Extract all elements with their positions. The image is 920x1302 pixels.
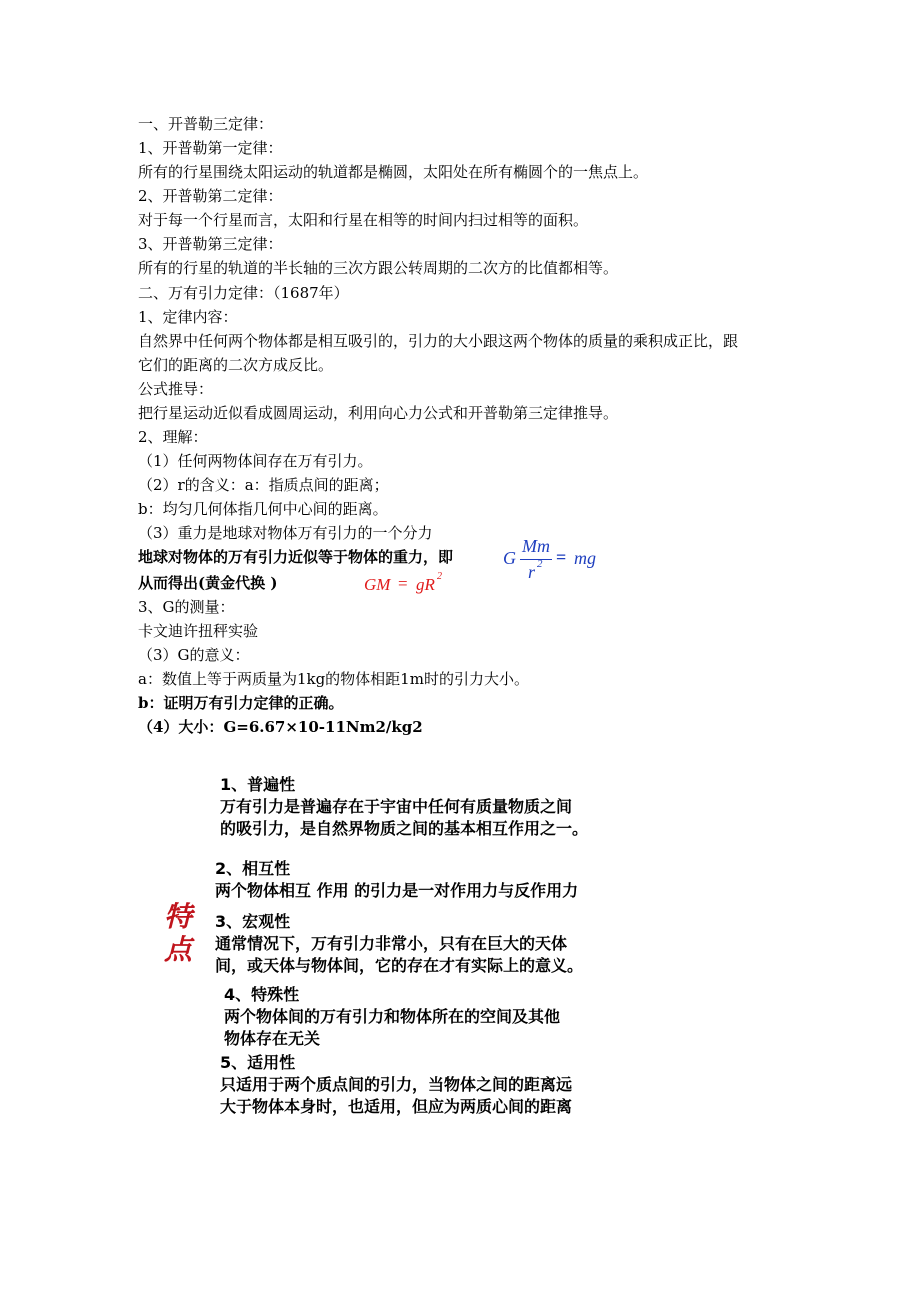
feature-3-body-2: 间，或天体与物体间，它的存在才有实际上的意义。 <box>215 956 584 975</box>
formula2-equals: = <box>398 574 408 593</box>
law-content-text-1: 自然界中任何两个物体都是相互吸引的，引力的大小跟这两个物体的质量的乘积成正比，跟 <box>138 332 739 350</box>
fraction-bar <box>520 559 552 560</box>
g-meaning-a: a：数值上等于两质量为1kg的物体相距1m时的引力大小。 <box>138 670 529 688</box>
g-meaning-title: （3）G的意义： <box>138 646 250 664</box>
formula-rhs: mg <box>574 548 596 568</box>
feature-3-title: 3、宏观性 <box>215 912 291 931</box>
formula2-lhs: GM <box>364 575 391 594</box>
kepler-first-law-title: 1、开普勒第一定律： <box>138 139 283 157</box>
understanding-item-1: （1）任何两物体间存在万有引力。 <box>138 452 373 470</box>
formula2-rhs: gR <box>416 575 435 594</box>
understanding-title: 2、理解： <box>138 428 208 446</box>
feature-4-title: 4、特殊性 <box>224 985 300 1004</box>
heading-kepler-laws: 一、开普勒三定律： <box>138 115 274 133</box>
formula-denominator: r <box>528 562 536 582</box>
feature-1-body-1: 万有引力是普遍存在于宇宙中任何有质量物质之间 <box>220 797 573 816</box>
g-measurement-title: 3、G的测量： <box>138 598 235 616</box>
kepler-second-law-text: 对于每一个行星而言，太阳和行星在相等的时间内扫过相等的面积。 <box>138 211 589 229</box>
formula-g: G <box>503 548 516 568</box>
feature-3-body-1: 通常情况下，万有引力非常小，只有在巨大的天体 <box>215 934 568 953</box>
formula-denominator-exponent: 2 <box>537 558 543 570</box>
formula2-exponent: 2 <box>437 571 442 582</box>
feature-2-body-1: 两个物体相互 作用 的引力是一对作用力与反作用力 <box>215 881 579 900</box>
derivation-text: 把行星运动近似看成圆周运动，利用向心力公式和开普勒第三定律推导。 <box>138 404 619 422</box>
feature-2-title: 2、相互性 <box>215 859 291 878</box>
feature-5-body-1: 只适用于两个质点间的引力，当物体之间的距离远 <box>220 1075 573 1094</box>
kepler-first-law-text: 所有的行星围绕太阳运动的轨道都是椭圆，太阳处在所有椭圆个的一焦点上。 <box>138 163 649 181</box>
feature-5-body-2: 大于物体本身时，也适用，但应为两质心间的距离 <box>220 1097 573 1116</box>
formula-equals: = <box>556 547 567 567</box>
understanding-item-3: （3）重力是地球对物体万有引力的一个分力 <box>138 524 433 542</box>
feature-1-body-2: 的吸引力，是自然界物质之间的基本相互作用之一。 <box>220 819 589 838</box>
feature-4-body-2: 物体存在无关 <box>224 1029 321 1048</box>
gravity-approx-text: 地球对物体的万有引力近似等于物体的重力，即 <box>138 548 454 566</box>
golden-substitution-text: 从而得出(黄金代换 ) <box>138 574 278 592</box>
cavendish-experiment: 卡文迪许扭秤实验 <box>138 622 259 640</box>
svg-text:特: 特 <box>163 900 193 933</box>
heading-gravitation-law: 二、万有引力定律：（1687年） <box>138 284 349 302</box>
seal-graphic <box>158 898 198 964</box>
law-content-text-2: 它们的距离的二次方成反比。 <box>138 356 334 374</box>
feature-1-title: 1、普遍性 <box>220 775 296 794</box>
features-seal-logo <box>158 898 198 964</box>
law-content-title: 1、定律内容： <box>138 308 238 326</box>
kepler-second-law-title: 2、开普勒第二定律： <box>138 187 283 205</box>
understanding-item-2: （2）r的含义：a：指质点间的距离； <box>138 476 389 494</box>
g-value: （4）大小：G=6.67×10-11Nm2/kg2 <box>138 718 423 736</box>
feature-4-body-1: 两个物体间的万有引力和物体所在的空间及其他 <box>224 1007 561 1026</box>
kepler-third-law-title: 3、开普勒第三定律： <box>138 235 283 253</box>
svg-text:点: 点 <box>163 933 193 964</box>
g-meaning-b: b：证明万有引力定律的正确。 <box>138 694 344 712</box>
formula-numerator: Mm <box>522 536 550 556</box>
feature-5-title: 5、适用性 <box>220 1053 296 1072</box>
understanding-item-2b: b：均匀几何体指几何中心间的距离。 <box>138 500 388 518</box>
derivation-title: 公式推导： <box>138 380 214 398</box>
kepler-third-law-text: 所有的行星的轨道的半长轴的三次方跟公转周期的二次方的比值都相等。 <box>138 259 619 277</box>
